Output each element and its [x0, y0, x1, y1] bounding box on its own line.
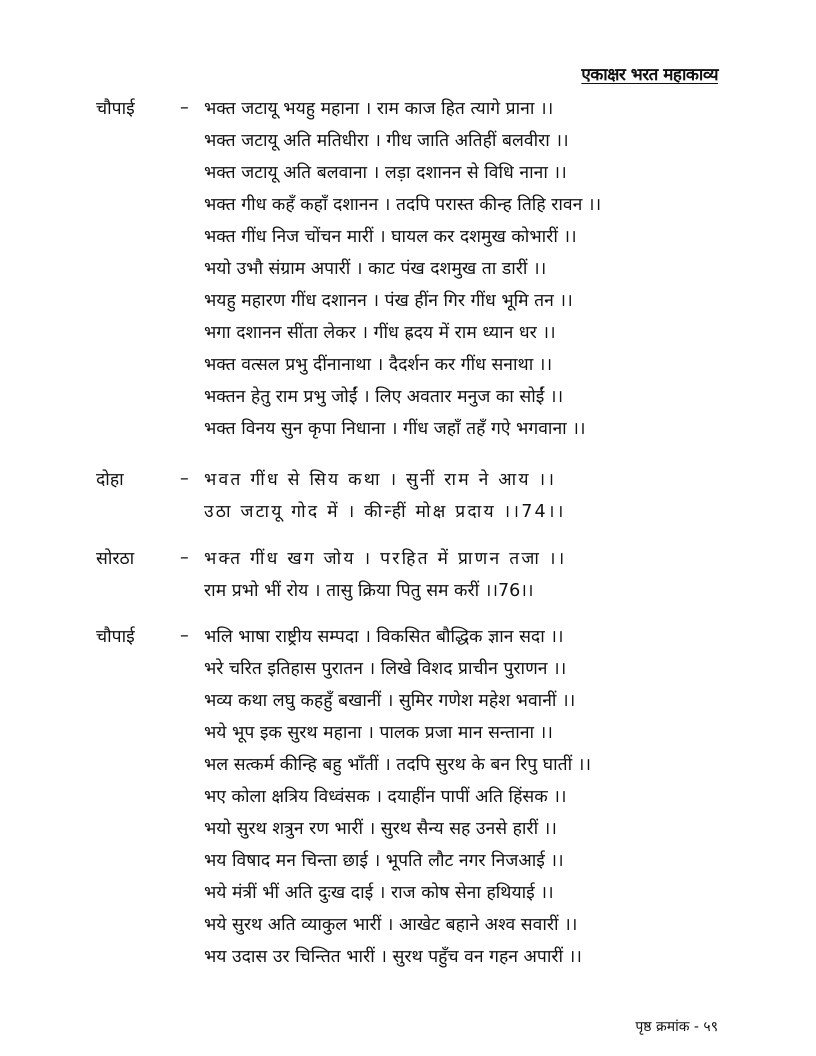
verse-text: भक्त गींध खग जोय । परहित में प्राणन तजा ।। — [204, 549, 567, 569]
verse-line — [96, 812, 736, 844]
verse-text: राम प्रभो भीं रोय । तासु क्रिया पितु सम करीं ।।76।। — [204, 581, 534, 601]
verse-text: भक्त वत्सल प्रभु दींनानाथा । दैदर्शन कर गींध सनाथा ।। — [204, 355, 553, 375]
doha-section — [96, 463, 736, 527]
chaupai-section-1 — [96, 92, 736, 444]
verse-line — [96, 748, 736, 780]
verse-line — [96, 92, 736, 124]
verse-text: भलि भाषा राष्ट्रीय सम्पदा । विकसित बौद्धिक ज्ञान सदा ।। — [204, 627, 564, 647]
verse-line — [96, 844, 736, 876]
verse-line — [96, 652, 736, 684]
verse-line — [96, 220, 736, 252]
verse-text: भये सुरथ अति व्याकुल भारीं । आखेट बहाने अश्व सवारीं ।। — [204, 915, 578, 935]
verse-line — [96, 684, 736, 716]
page-header-title: एकाक्षर भरत महाकाव्य — [581, 65, 718, 85]
verse-line — [96, 542, 736, 574]
verse-line — [96, 156, 736, 188]
verse-text: भक्त जटायू अति मतिधीरा । गीध जाति अतिहीं बलवीरा ।। — [204, 131, 569, 151]
verse-text: भक्त गींध निज चोंचन मारीं । घायल कर दशमुख कोभारीं ।। — [204, 227, 577, 247]
verse-line — [96, 124, 736, 156]
section-dash: – — [180, 548, 189, 568]
section-label: चौपाई — [96, 99, 135, 119]
verse-text: भक्तन हेतु राम प्रभु जोईं । लिए अवतार मनुज का सोईं ।। — [204, 387, 564, 407]
section-label: दोहा — [96, 470, 124, 490]
verse-line — [96, 316, 736, 348]
verse-text: भए कोला क्षत्रिय विध्वंसक । दयाहींन पापीं अति हिंसक ।। — [204, 787, 567, 807]
verse-line — [96, 348, 736, 380]
section-label: चौपाई — [96, 627, 135, 647]
verse-line — [96, 716, 736, 748]
verse-text: भये मंत्रीं भीं अति दुःख दाई । राज कोष सेना हथियाई ।। — [204, 883, 554, 903]
verse-line — [96, 188, 736, 220]
verse-text: भरे चरित इतिहास पुरातन । लिखे विशद प्राचीन पुराणन ।। — [204, 659, 567, 679]
verse-text: भय उदास उर चिन्तित भारीं । सुरथ पहुँच वन गहन अपारीं ।। — [204, 947, 582, 967]
verse-text: भव्य कथा लघु कहहुँ बखानीं । सुमिर गणेश महेश भवानीं ।। — [204, 691, 576, 711]
verse-line — [96, 495, 736, 527]
verse-line — [96, 412, 736, 444]
verse-line — [96, 380, 736, 412]
verse-text: भक्त जटायू भयहु महाना । राम काज हित त्यागे प्राना ।। — [204, 99, 554, 119]
verse-text: भक्त विनय सुन कृपा निधाना । गींध जहाँ तहँ गऐ भगवाना ।। — [204, 419, 586, 439]
verse-text: भयहु महारण गींध दशानन । पंख हींन गिर गींध भूमि तन ।। — [204, 291, 573, 311]
section-label: सोरठा — [96, 549, 135, 569]
verse-text: भयो सुरथ शत्रुन रण भारीं । सुरथ सैन्य सह उनसे हारीं ।। — [204, 819, 557, 839]
verse-line — [96, 463, 736, 495]
verse-line — [96, 620, 736, 652]
page-number: पृष्ठ क्रमांक - ५९ — [635, 1019, 718, 1035]
section-dash: – — [180, 626, 189, 646]
verse-text: भगा दशानन सींता लेकर । गींध ह्रदय में राम ध्यान धर ।। — [204, 323, 556, 343]
verse-line — [96, 574, 736, 606]
verse-text: उठा जटायू गोद में । कीन्हीं मोक्ष प्रदाय ।।74।। — [204, 502, 566, 522]
verse-line — [96, 876, 736, 908]
verse-text: भय विषाद मन चिन्ता छाई । भूपति लौट नगर निजआई ।। — [204, 851, 564, 871]
section-dash: – — [180, 98, 189, 118]
verse-line — [96, 252, 736, 284]
verse-line — [96, 780, 736, 812]
verse-line — [96, 908, 736, 940]
verse-text: भक्त जटायू अति बलवाना । लड़ा दशानन से विधि नाना ।। — [204, 163, 567, 183]
verse-text: भल सत्कर्म कीन्हि बहु भाँतीं । तदपि सुरथ के बन रिपु घातीं ।। — [204, 755, 592, 775]
verse-text: भवत गींध से सिय कथा । सुनीं राम ने आय ।। — [204, 470, 557, 490]
verse-text: भक्त गीध कहँ कहाँ दशानन । तदपि परास्त कीन्ह तिहि रावन ।। — [204, 195, 602, 215]
chaupai-section-2 — [96, 620, 736, 972]
soratha-section — [96, 542, 736, 606]
verse-line — [96, 284, 736, 316]
section-dash: – — [180, 469, 189, 489]
verse-line — [96, 940, 736, 972]
verse-text: भये भूप इक सुरथ महाना । पालक प्रजा मान सन्ताना ।। — [204, 723, 553, 743]
verse-text: भयो उभौ संग्राम अपारीं । काट पंख दशमुख ता डारीं ।। — [204, 259, 547, 279]
